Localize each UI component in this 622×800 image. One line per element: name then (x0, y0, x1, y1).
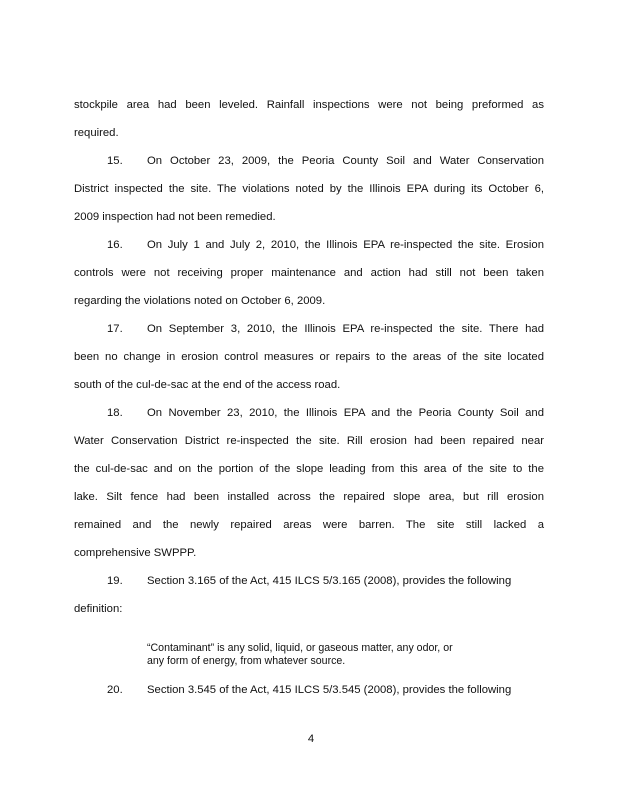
text-line: 2009 inspection had not been remedied. (74, 211, 276, 223)
text-line: On July 1 and July 2, 2010, the Illinois EPA re-inspected the site. Erosion (147, 239, 544, 251)
text-line: Water Conservation District re-inspected the site. Rill erosion had been repaired near (74, 435, 544, 447)
text-line: definition: (74, 603, 123, 615)
paragraph-number: 20. (107, 684, 123, 696)
text-line: remained and the newly repaired areas were barren. The site still lacked a (74, 519, 544, 531)
text-line: required. (74, 127, 119, 139)
text-line: stockpile area had been leveled. Rainfall inspections were not being preformed as (74, 99, 544, 111)
text-line: On November 23, 2010, the Illinois EPA and the Peoria County Soil and (147, 407, 544, 419)
page-number: 4 (307, 733, 315, 745)
text-line: the cul-de-sac and on the portion of the slope leading from this area of the site to the (74, 463, 544, 475)
paragraph-number: 16. (107, 239, 123, 251)
text-line: comprehensive SWPPP. (74, 547, 197, 559)
text-line: south of the cul-de-sac at the end of the access road. (74, 379, 341, 391)
text-line: Section 3.545 of the Act, 415 ILCS 5/3.545 (2008), provides the following (147, 684, 512, 696)
paragraph-number: 17. (107, 323, 123, 335)
quote-line: any form of energy, from whatever source. (147, 654, 346, 667)
text-line: On September 3, 2010, the Illinois EPA re-inspected the site. There had (147, 323, 544, 335)
paragraph-number: 18. (107, 407, 123, 419)
text-line: On October 23, 2009, the Peoria County Soil and Water Conservation (147, 155, 544, 167)
paragraph-number: 15. (107, 155, 123, 167)
text-line: regarding the violations noted on October 6, 2009. (74, 295, 326, 307)
quote-line: “Contaminant” is any solid, liquid, or gaseous matter, any odor, or (147, 641, 453, 654)
text-line: been no change in erosion control measures or repairs to the areas of the site located (74, 351, 544, 363)
text-line: lake. Silt fence had been installed across the repaired slope area, but rill erosion (74, 491, 544, 503)
text-line: Section 3.165 of the Act, 415 ILCS 5/3.165 (2008), provides the following (147, 575, 512, 587)
paragraph-number: 19. (107, 575, 123, 587)
text-line: District inspected the site. The violations noted by the Illinois EPA during its October 6, (74, 183, 544, 195)
text-line: controls were not receiving proper maintenance and action had still not been taken (74, 267, 544, 279)
